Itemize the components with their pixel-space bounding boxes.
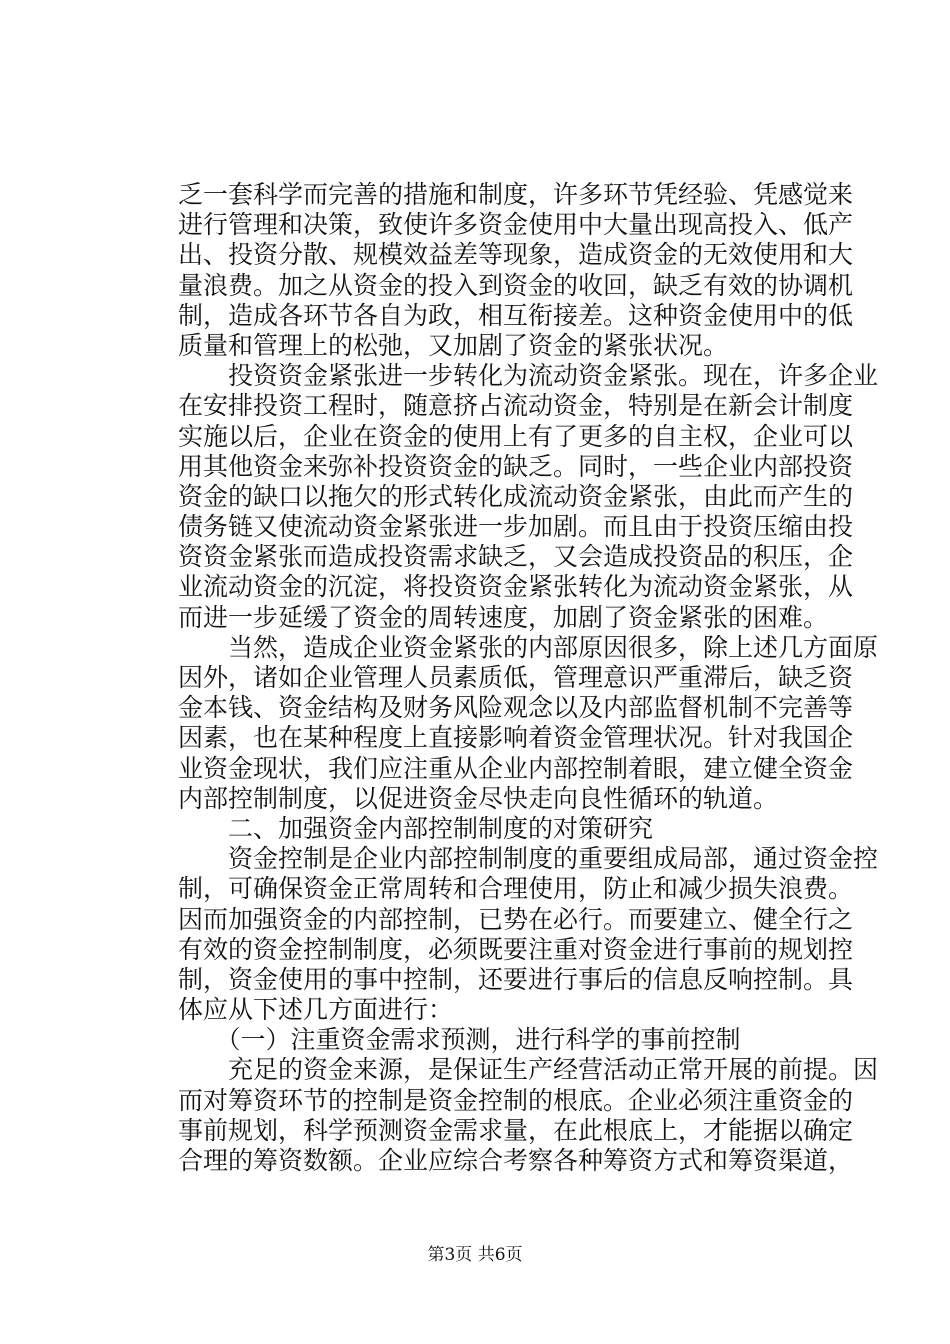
text-line: 资资金紧张而造成投资需求缺乏，又会造成投资品的积压，企: [178, 542, 854, 572]
text-line: 充足的资金来源，是保证生产经营活动正常开展的前提。因: [178, 1055, 879, 1085]
text-line: 出、投资分散、规模效益差等现象，造成资金的无效使用和大: [178, 240, 854, 270]
text-line: 实施以后，企业在资金的使用上有了更多的自主权，企业可以: [178, 421, 854, 451]
text-line: 而进一步延缓了资金的周转速度，加剧了资金紧张的困难。: [178, 602, 829, 632]
text-line: 因外，诸如企业管理人员素质低，管理意识严重滞后，缺乏资: [178, 663, 854, 692]
text-line: 量浪费。加之从资金的投入到资金的收回，缺乏有效的协调机: [178, 270, 854, 300]
text-line: 业流动资金的沉淀，将投资资金紧张转化为流动资金紧张，从: [178, 572, 854, 602]
text-line: 而对筹资环节的控制是资金控制的根底。企业必须注重资金的: [178, 1085, 854, 1115]
document-body: [178, 180, 879, 1176]
text-line: 金本钱、资金结构及财务风险观念以及内部监督机制不完善等: [178, 693, 854, 723]
text-line: 资金控制是企业内部控制制度的重要组成局部，通过资金控: [178, 844, 879, 874]
text-line: 业资金现状，我们应注重从企业内部控制着眼，建立健全资金: [178, 753, 854, 783]
text-line: 当然，造成企业资金紧张的内部原因很多，除上述几方面原: [178, 632, 879, 662]
text-line: 制，造成各环节各自为政，相互衔接差。这种资金使用中的低: [178, 300, 854, 330]
text-line: 进行管理和决策，致使许多资金使用中大量出现高投入、低产: [178, 210, 854, 240]
text-line: 因素，也在某种程度上直接影响着资金管理状况。针对我国企: [178, 723, 854, 753]
text-line: 合理的筹资数额。企业应综合考察各种筹资方式和筹资渠道，: [178, 1146, 854, 1175]
text-line: 二、加强资金内部控制制度的对策研究: [178, 813, 654, 843]
page-footer: 第3页 共6页: [427, 1245, 523, 1265]
text-line: 有效的资金控制制度，必须既要注重对资金进行事前的规划控: [178, 934, 854, 964]
text-line: 用其他资金来弥补投资资金的缺乏。同时，一些企业内部投资: [178, 451, 854, 481]
text-line: 债务链又使流动资金紧张进一步加剧。而且由于投资压缩由投: [178, 512, 854, 542]
text-line: 制，可确保资金正常周转和合理使用，防止和减少损失浪费。: [178, 874, 854, 904]
text-line: 乏一套科学而完善的措施和制度，许多环节凭经验、凭感觉来: [178, 180, 854, 209]
text-line: 资金的缺口以拖欠的形式转化成流动资金紧张，由此而产生的: [178, 481, 854, 511]
text-line: 体应从下述几方面进行：: [178, 995, 454, 1025]
text-line: 因而加强资金的内部控制，已势在必行。而要建立、健全行之: [178, 904, 854, 934]
text-line: （一）注重资金需求预测，进行科学的事前控制: [178, 1025, 741, 1055]
text-line: 制，资金使用的事中控制，还要进行事后的信息反响控制。具: [178, 964, 854, 994]
text-line: 内部控制制度，以促进资金尽快走向良性循环的轨道。: [178, 783, 779, 813]
text-line: 质量和管理上的松弛，又加剧了资金的紧张状况。: [178, 330, 729, 360]
text-line: 事前规划，科学预测资金需求量，在此根底上，才能据以确定: [178, 1115, 854, 1145]
text-line: 在安排投资工程时，随意挤占流动资金，特别是在新会计制度: [178, 391, 854, 421]
text-line: 投资资金紧张进一步转化为流动资金紧张。现在，许多企业: [178, 361, 879, 391]
